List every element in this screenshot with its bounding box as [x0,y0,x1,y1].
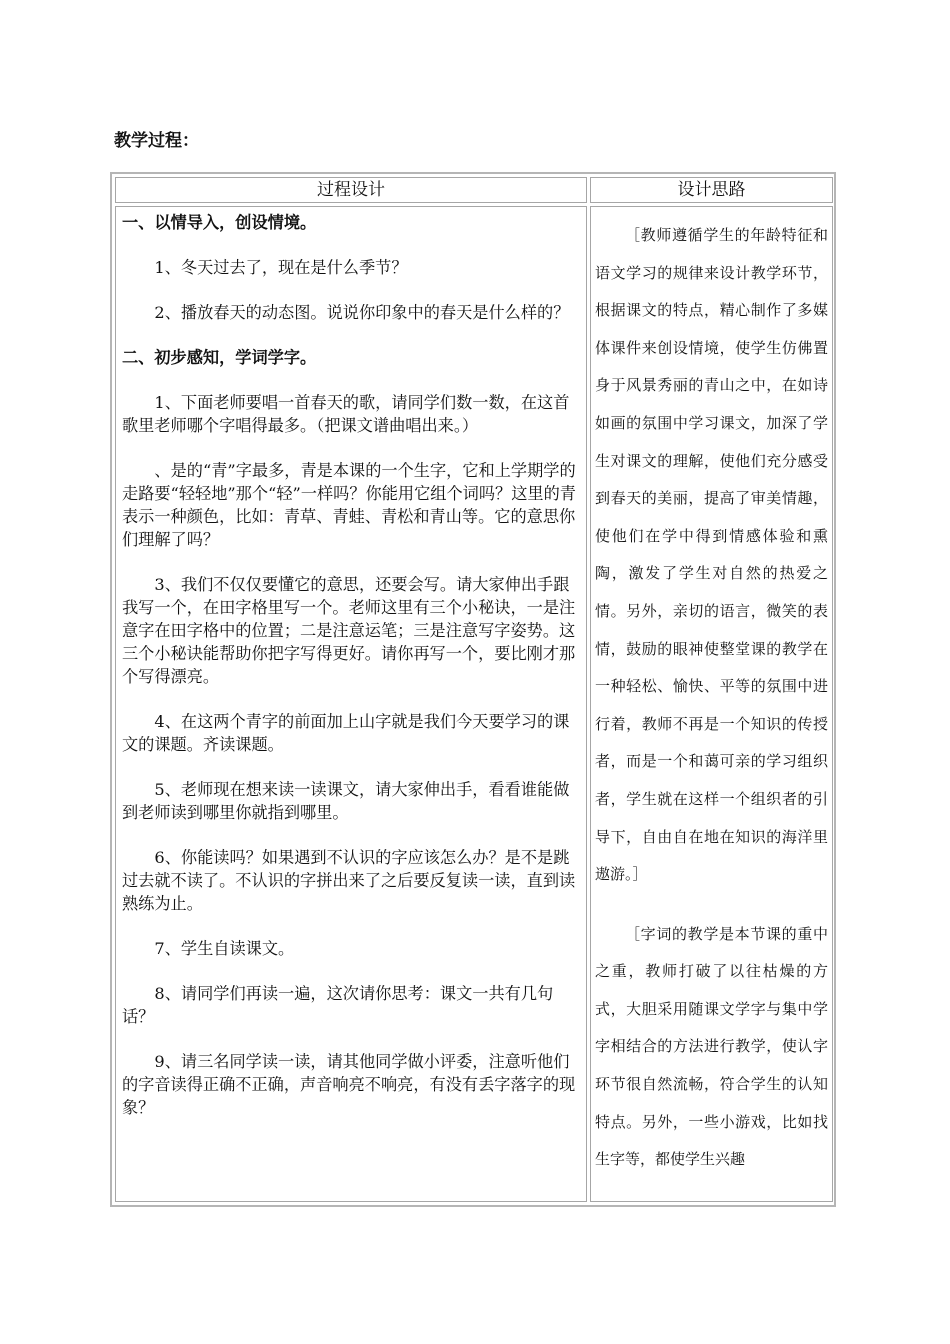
step-paragraph: 7、学生自读课文。 [154,939,295,958]
step-paragraph: 4、在这两个青字的前面加上山字就是我们今天要学习的课文的课题。齐读课题。 [122,712,570,754]
step-paragraph: 2、播放春天的动态图。说说你印象中的春天是什么样的？ [154,303,570,322]
design-rationale-cell [590,206,833,1202]
column-header-design-rationale: 设计思路 [590,177,833,203]
step-paragraph: 3、我们不仅仅要懂它的意思，还要会写。请大家伸出手跟我写一个，在田字格里写一个。老师这里有三个小秘诀，一是注意字在田字格中的位置；二是注意运笔；三是注意写字姿势。这三个小秘诀能帮助你把字写得更好。请你再写一个，要比刚才那个写得漂亮。 [122,575,576,686]
rationale-paragraph: ［教师遵循学生的年龄特征和语文学习的规律来设计教学环节，根据课文的特点，精心制作了多媒体课件来创设情境，使学生仿佛置身于风景秀丽的青山之中，在如诗如画的氛围中学习课文，加深了学生对课文的理解，使他们充分感受到春天的美丽，提高了审美情趣，使他们在学中得到情感体验和熏陶，激发了学生对自然的热爱之情。另外，亲切的语言，微笑的表情，鼓励的眼神使整堂课的教学在一种轻松、愉快、平等的氛围中进行着，教师不再是一个知识的传授者，而是一个和蔼可亲的学习组织者，学生就在这样一个组织者的引导下，自由自在地在知识的海洋里遨游。］ [595,226,828,884]
page-heading: 教学过程： [114,131,199,151]
step-paragraph: 6、你能读吗？如果遇到不认识的字应该怎么办？是不是跳过去就不读了。不认识的字拼出来了之后要反复读一读，直到读熟练为止。 [122,848,576,913]
step-paragraph: 5、老师现在想来读一读课文，请大家伸出手，看看谁能做到老师读到哪里你就指到哪里。 [122,780,570,822]
lesson-table [110,172,836,1207]
column-header-process-design: 过程设计 [115,177,587,203]
step-paragraph: 、是的“青”字最多，青是本课的一个生字，它和上学期学的走路要“轻轻地”那个“轻”一样吗？你能用它组个词吗？这里的青表示一种颜色，比如：青草、青蛙、青松和青山等。它的意思你们理解了吗？ [122,461,576,549]
process-design-cell [115,206,587,1202]
rationale-paragraph: ［字词的教学是本节课的重中之重，教师打破了以往枯燥的方式，大胆采用随课文学字与集中学字相结合的方法进行教学，使认字环节很自然流畅，符合学生的认知特点。另外，一些小游戏，比如找生字等，都使学生兴趣 [595,924,828,1169]
section-heading: 一、以情导入，创设情境。 [122,213,317,232]
step-paragraph: 9、请三名同学读一读，请其他同学做小评委，注意听他们的字音读得正确不正确，声音响亮不响亮，有没有丢字落字的现象？ [122,1052,576,1117]
design-rationale-content [591,207,832,1179]
section-heading: 二、初步感知，学词学字。 [122,348,317,367]
step-paragraph: 1、下面老师要唱一首春天的歌，请同学们数一数，在这首歌里老师哪个字唱得最多。（把课文谱曲唱出来。） [122,393,570,435]
step-paragraph: 1、冬天过去了，现在是什么季节？ [154,258,408,277]
process-design-content [116,207,586,1119]
step-paragraph: 8、请同学们再读一遍，这次请你思考：课文一共有几句话？ [122,984,554,1026]
